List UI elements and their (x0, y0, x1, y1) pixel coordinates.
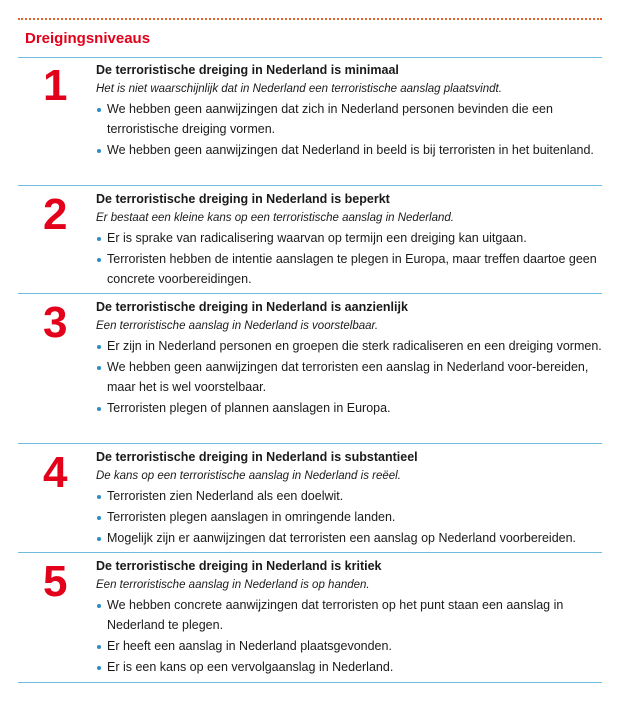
bullet-item: Mogelijk zijn er aanwijzingen dat terroristen een aanslag op Nederland voorbereiden. (96, 528, 606, 548)
divider (18, 185, 602, 186)
bullet-item: We hebben geen aanwijzingen dat terroristen een aanslag in Nederland voor-bereiden, maar het is wel voorstelbaar. (96, 357, 606, 397)
bullet-list (96, 99, 606, 160)
level-number: 3 (43, 298, 68, 347)
bullet-item: Er is een kans op een vervolgaanslag in Nederland. (96, 657, 606, 677)
level-content (96, 557, 606, 678)
level-number: 1 (43, 61, 68, 110)
page-title: Dreigingsniveaus (25, 30, 151, 47)
level-heading: De terroristische dreiging in Nederland is beperkt (96, 192, 390, 206)
level-subtitle: Er bestaat een kleine kans op een terroristische aanslag in Nederland. (96, 212, 454, 224)
level-content (96, 61, 606, 161)
level-content (96, 190, 606, 290)
divider (18, 443, 602, 444)
level-content (96, 298, 606, 419)
bullet-item: Terroristen plegen of plannen aanslagen in Europa. (96, 398, 606, 418)
level-heading: De terroristische dreiging in Nederland is aanzienlijk (96, 300, 408, 314)
divider (18, 552, 602, 553)
bullet-item: Terroristen plegen aanslagen in omringende landen. (96, 507, 606, 527)
bullet-item: Er zijn in Nederland personen en groepen die sterk radicaliseren en een dreiging vormen. (96, 336, 606, 356)
top-dotted-divider (18, 18, 602, 20)
bullet-item: We hebben geen aanwijzingen dat Nederland in beeld is bij terroristen in het buitenland. (96, 140, 606, 160)
divider (18, 293, 602, 294)
divider (18, 682, 602, 683)
bullet-list (96, 336, 606, 418)
level-subtitle: Een terroristische aanslag in Nederland is op handen. (96, 579, 370, 591)
bullet-item: We hebben geen aanwijzingen dat zich in Nederland personen bevinden die een terroristische dreiging vormen. (96, 99, 606, 139)
bullet-item: Terroristen hebben de intentie aanslagen te plegen in Europa, maar treffen daartoe geen concrete voorbereidingen. (96, 249, 606, 289)
level-number: 4 (43, 448, 68, 497)
level-subtitle: Het is niet waarschijnlijk dat in Nederland een terroristische aanslag plaatsvindt. (96, 83, 502, 95)
level-heading: De terroristische dreiging in Nederland is substantieel (96, 450, 418, 464)
level-subtitle: Een terroristische aanslag in Nederland is voorstelbaar. (96, 320, 379, 332)
bullet-item: Terroristen zien Nederland als een doelwit. (96, 486, 606, 506)
bullet-item: Er heeft een aanslag in Nederland plaatsgevonden. (96, 636, 606, 656)
level-heading: De terroristische dreiging in Nederland is kritiek (96, 559, 382, 573)
level-heading: De terroristische dreiging in Nederland is minimaal (96, 63, 399, 77)
level-content (96, 448, 606, 549)
bullet-item: We hebben concrete aanwijzingen dat terroristen op het punt staan een aanslag in Nederland te plegen. (96, 595, 606, 635)
bullet-item: Er is sprake van radicalisering waarvan op termijn een dreiging kan uitgaan. (96, 228, 606, 248)
level-number: 2 (43, 190, 68, 239)
bullet-list (96, 486, 606, 548)
bullet-list (96, 228, 606, 289)
divider (18, 57, 602, 58)
bullet-list (96, 595, 606, 677)
level-subtitle: De kans op een terroristische aanslag in Nederland is reëel. (96, 470, 401, 482)
level-number: 5 (43, 557, 68, 606)
